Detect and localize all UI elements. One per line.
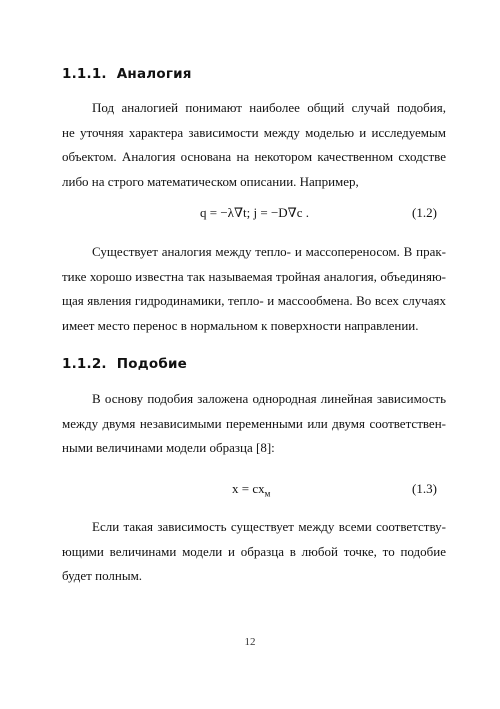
text-line: между двумя независимыми переменными или двумя соответствен-	[62, 415, 446, 431]
paragraph-full-similarity	[62, 515, 446, 589]
section-heading-analogy	[62, 66, 192, 82]
paragraph-heat-mass-analogy	[62, 240, 446, 338]
section-title: Подобие	[116, 356, 187, 372]
formula-subscript: м	[264, 488, 271, 499]
text-line: Под аналогией понимают наиболее общий случай подобия,	[92, 100, 446, 115]
section-number: 1.1.2.	[62, 356, 107, 372]
text-line: ющими величинами модели и образца в любой точке, то подобие	[62, 543, 446, 559]
text-line: не уточняя характера зависимости между моделью и исследуемым	[62, 124, 446, 140]
section-number: 1.1.1.	[62, 66, 107, 82]
equation-number-1-2: (1.2)	[412, 205, 437, 220]
paragraph-analogy-definition	[62, 96, 446, 194]
text-line: ными величинами модели образца [8]:	[62, 440, 275, 455]
paragraph-similarity-definition	[62, 387, 446, 461]
formula-1-2: q = −λ∇t; j = −D∇c .	[200, 205, 310, 220]
formula-main: x = cx	[232, 481, 265, 496]
text-line: либо на строго математическом описании. Например,	[62, 173, 359, 189]
section-title: Аналогия	[116, 66, 192, 82]
formula-1-3	[232, 481, 270, 499]
text-line: тике хорошо известна так называемая тройная аналогия, объединяю-	[62, 268, 446, 284]
equation-number-1-3: (1.3)	[412, 481, 437, 496]
text-line: Если такая зависимость существует между всеми соответству-	[92, 519, 446, 534]
text-line: будет полным.	[62, 568, 143, 583]
text-line: объектом. Аналогия основана на некотором качественном сходстве	[62, 149, 446, 164]
section-heading-similarity	[62, 356, 187, 372]
text-line: имеет место перенос в нормальном к поверхности направлении.	[62, 317, 419, 333]
page-number: 12	[244, 636, 256, 648]
text-line: щая явления гидродинамики, тепло- и массообмена. Во всех случаях	[62, 293, 446, 308]
text-line: Существует аналогия между тепло- и массопереносом. В прак-	[92, 244, 446, 259]
text-line: В основу подобия заложена однородная линейная зависимость	[92, 391, 446, 406]
